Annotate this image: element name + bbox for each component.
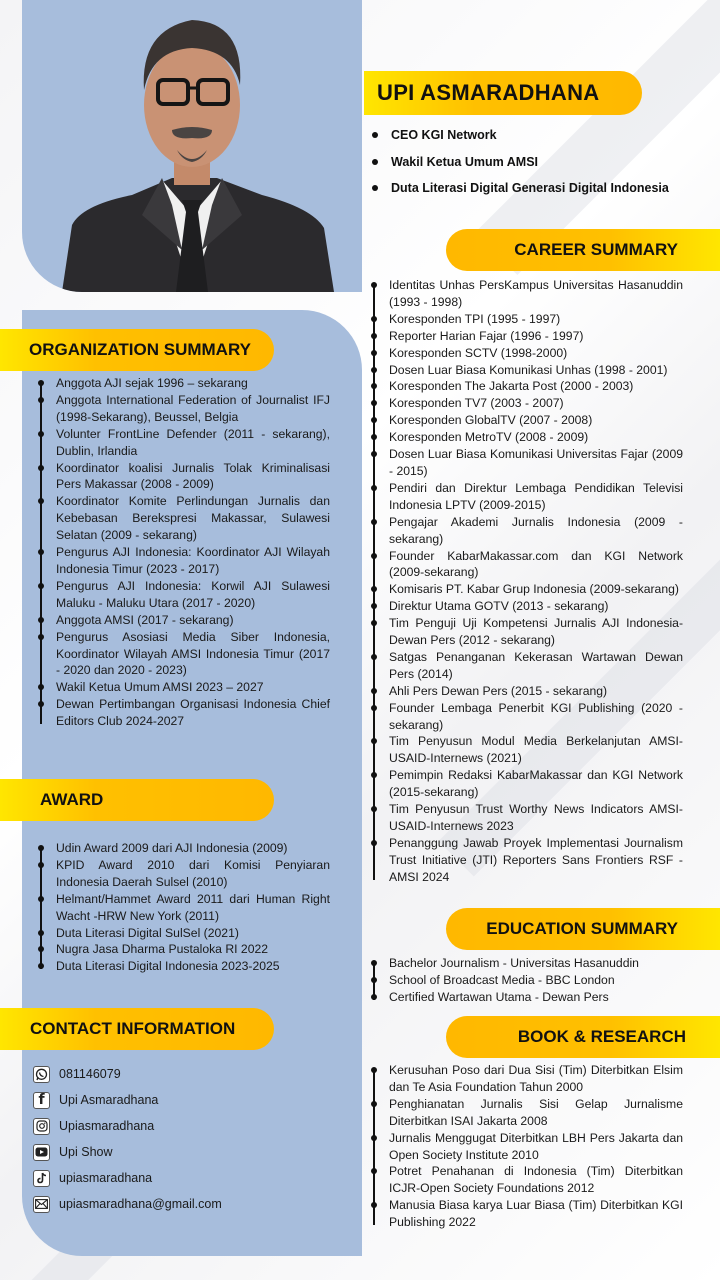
list-item: Tim Penguji Uji Kompetensi Jurnalis AJI Indonesia-Dewan Pers (2012 - sekarang) <box>373 615 683 649</box>
contact-item-facebook[interactable] <box>33 1087 222 1113</box>
list-item: Nugra Jasa Dharma Pustaloka RI 2022 <box>40 941 330 958</box>
list-item: Helmant/Hammet Award 2011 dari Human Right Wacht -HRW New York (2011) <box>40 891 330 925</box>
section-title: CONTACT INFORMATION <box>30 1019 236 1038</box>
list-item: KPID Award 2010 dari Komisi Penyiaran Indonesia Daerah Sulsel (2010) <box>40 857 330 891</box>
profile-photo <box>22 0 362 292</box>
list-item: Pengurus AJI Indonesia: Koordinator AJI Wilayah Indonesia Timur (2023 - 2017) <box>40 544 330 578</box>
contact-list <box>33 1061 222 1217</box>
list-item: Founder KabarMakassar.com dan KGI Network (2009-sekarang) <box>373 548 683 582</box>
section-title: AWARD <box>40 790 104 809</box>
list-item: Wakil Ketua Umum AMSI 2023 – 2027 <box>40 679 330 696</box>
portrait-illustration <box>22 0 362 292</box>
list-item: Volunter FrontLine Defender (2011 - sekarang), Dublin, Irlandia <box>40 426 330 460</box>
list-item: Identitas Unhas PersKampus Universitas Hasanuddin (1993 - 1998) <box>373 277 683 311</box>
tiktok-icon <box>33 1170 50 1187</box>
section-title: BOOK & RESEARCH <box>517 1027 686 1046</box>
list-item: Anggota International Federation of Journalist IFJ (1998-Sekarang), Beussel, Belgia <box>40 392 330 426</box>
education-header <box>446 908 720 950</box>
section-title: CAREER SUMMARY <box>514 240 678 259</box>
list-item: Koresponden SCTV (1998-2000) <box>373 345 683 362</box>
role-item <box>372 122 669 149</box>
list-item: Pengurus AJI Indonesia: Korwil AJI Sulawesi Maluku - Maluku Utara (2017 - 2020) <box>40 578 330 612</box>
list-item: Dosen Luar Biasa Komunikasi Universitas Fajar (2009 - 2015) <box>373 446 683 480</box>
list-item: Duta Literasi Digital SulSel (2021) <box>40 925 330 942</box>
career-list <box>373 277 683 886</box>
education-list <box>373 955 683 1006</box>
contact-item-email[interactable] <box>33 1191 222 1217</box>
list-item: Reporter Harian Fajar (1996 - 1997) <box>373 328 683 345</box>
list-item: Duta Literasi Digital Indonesia 2023-2025 <box>40 958 330 975</box>
list-item: Koresponden TPI (1995 - 1997) <box>373 311 683 328</box>
instagram-icon <box>33 1118 50 1135</box>
organization-header <box>0 329 274 371</box>
list-item: Dosen Luar Biasa Komunikasi Unhas (1998 - 2001) <box>373 362 683 379</box>
contact-item-tiktok[interactable] <box>33 1165 222 1191</box>
contact-item-instagram[interactable] <box>33 1113 222 1139</box>
list-item: Dewan Pertimbangan Organisasi Indonesia Chief Editors Club 2024-2027 <box>40 696 330 730</box>
list-item: Bachelor Journalism - Universitas Hasanuddin <box>373 955 683 972</box>
contact-value: Upi Show <box>59 1145 113 1159</box>
role-text: Wakil Ketua Umum AMSI <box>391 154 539 169</box>
bullet-icon <box>372 159 378 165</box>
list-item: Koresponden TV7 (2003 - 2007) <box>373 395 683 412</box>
list-item: Ahli Pers Dewan Pers (2015 - sekarang) <box>373 683 683 700</box>
list-item: Kerusuhan Poso dari Dua Sisi (Tim) Diterbitkan Elsim dan Te Asia Foundation Tahun 2000 <box>373 1062 683 1096</box>
contact-value: Upiasmaradhana <box>59 1119 155 1133</box>
contact-value: upiasmaradhana <box>59 1171 153 1185</box>
career-header <box>446 229 720 271</box>
organization-list <box>40 375 330 730</box>
role-item <box>372 175 669 202</box>
list-item: Penghianatan Jurnalis Sisi Gelap Jurnalisme Diterbitkan ISAI Jakarta 2008 <box>373 1096 683 1130</box>
contact-value: 081146079 <box>59 1067 121 1081</box>
list-item: Potret Penahanan di Indonesia (Tim) Diterbitkan ICJR-Open Society Foundations 2012 <box>373 1163 683 1197</box>
roles-list <box>372 122 669 202</box>
bullet-icon <box>372 132 378 138</box>
list-item: Koresponden MetroTV (2008 - 2009) <box>373 429 683 446</box>
list-item: Pendiri dan Direktur Lembaga Pendidikan Televisi Indonesia LPTV (2009-2015) <box>373 480 683 514</box>
profile-name <box>364 71 642 115</box>
award-list <box>40 840 330 975</box>
list-item: Satgas Penanganan Kekerasan Wartawan Dewan Pers (2014) <box>373 649 683 683</box>
list-item: Koordinator koalisi Jurnalis Tolak Kriminalisasi Pers Makassar (2008 - 2009) <box>40 460 330 494</box>
bullet-icon <box>372 185 378 191</box>
facebook-icon: f <box>33 1092 50 1109</box>
list-item: Direktur Utama GOTV (2013 - sekarang) <box>373 598 683 615</box>
books-list <box>373 1062 683 1231</box>
list-item: Anggota AMSI (2017 - sekarang) <box>40 612 330 629</box>
section-title: ORGANIZATION SUMMARY <box>29 340 251 359</box>
list-item: Udin Award 2009 dari AJI Indonesia (2009) <box>40 840 330 857</box>
contact-item-whatsapp[interactable] <box>33 1061 222 1087</box>
list-item: Certified Wartawan Utama - Dewan Pers <box>373 989 683 1006</box>
books-header <box>446 1016 720 1058</box>
list-item: Anggota AJI sejak 1996 – sekarang <box>40 375 330 392</box>
list-item: Jurnalis Menggugat Diterbitkan LBH Pers Jakarta dan Open Society Institute 2010 <box>373 1130 683 1164</box>
list-item: Pengajar Akademi Jurnalis Indonesia (2009 - sekarang) <box>373 514 683 548</box>
list-item: Tim Penyusun Modul Media Berkelanjutan AMSI-USAID-Internews (2021) <box>373 733 683 767</box>
list-item: Koresponden The Jakarta Post (2000 - 2003) <box>373 378 683 395</box>
role-item <box>372 149 669 176</box>
whatsapp-icon <box>33 1066 50 1083</box>
list-item: Founder Lembaga Penerbit KGI Publishing (2020 - sekarang) <box>373 700 683 734</box>
section-title: EDUCATION SUMMARY <box>486 919 678 938</box>
list-item: Pemimpin Redaksi KabarMakassar dan KGI Network (2015-sekarang) <box>373 767 683 801</box>
list-item: Koordinator Komite Perlindungan Jurnalis dan Kebebasan Berekspresi Makassar, Sulawesi Selatan (2009 - sekarang) <box>40 493 330 544</box>
email-icon <box>33 1196 50 1213</box>
list-item: Pengurus Asosiasi Media Siber Indonesia, Koordinator Wilayah AMSI Indonesia Timur (2017 - 2020 dan 2020 - 2023) <box>40 629 330 680</box>
contact-value: upiasmaradhana@gmail.com <box>59 1197 222 1211</box>
youtube-icon <box>33 1144 50 1161</box>
list-item: School of Broadcast Media - BBC London <box>373 972 683 989</box>
award-header <box>0 779 274 821</box>
role-text: Duta Literasi Digital Generasi Digital Indonesia <box>391 181 669 196</box>
list-item: Komisaris PT. Kabar Grup Indonesia (2009-sekarang) <box>373 581 683 598</box>
contact-header <box>0 1008 274 1050</box>
list-item: Koresponden GlobalTV (2007 - 2008) <box>373 412 683 429</box>
name-text: UPI ASMARADHANA <box>377 80 600 105</box>
list-item: Manusia Biasa karya Luar Biasa (Tim) Diterbitkan KGI Publishing 2022 <box>373 1197 683 1231</box>
list-item: Tim Penyusun Trust Worthy News Indicators AMSI-USAID-Internews 2023 <box>373 801 683 835</box>
contact-item-youtube[interactable] <box>33 1139 222 1165</box>
contact-value: Upi Asmaradhana <box>59 1093 159 1107</box>
list-item: Penanggung Jawab Proyek Implementasi Journalism Trust Initiative (JTI) Reporters Sans Frontiers RSF - AMSI 2024 <box>373 835 683 886</box>
role-text: CEO KGI Network <box>391 128 497 143</box>
